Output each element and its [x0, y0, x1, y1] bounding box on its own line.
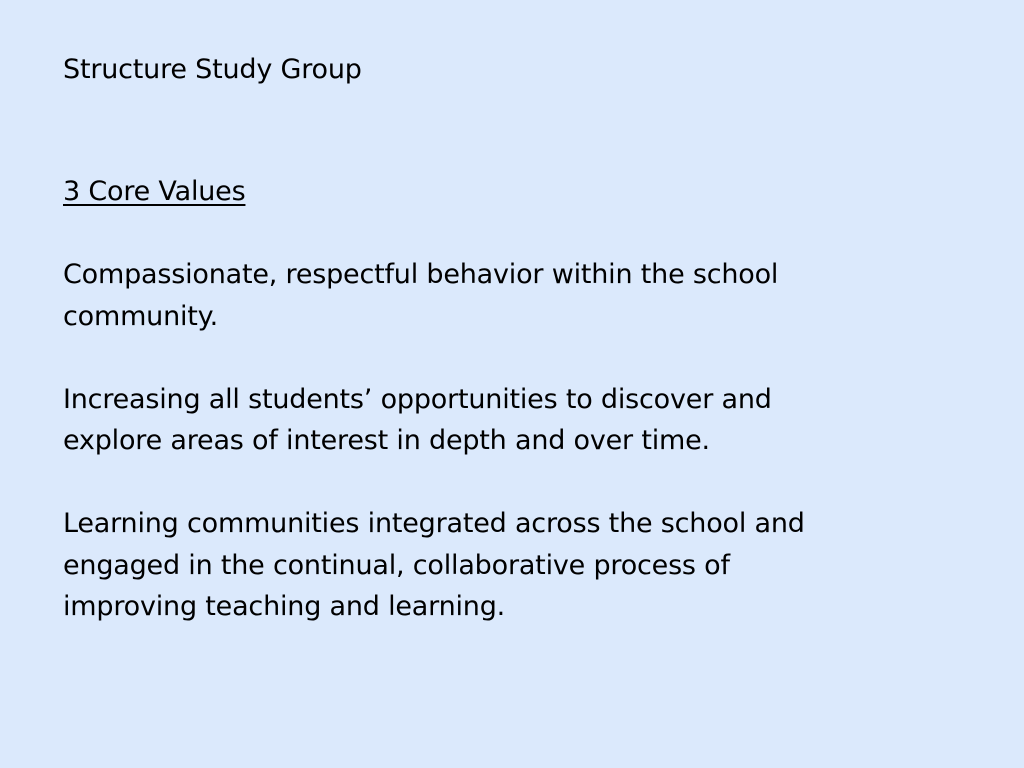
core-value-3-line-1: Learning communities integrated across the school and [63, 508, 805, 539]
core-value-3 [63, 503, 963, 628]
core-value-2-line-2: explore areas of interest in depth and over time. [63, 425, 710, 456]
core-value-1-line-2: community. [63, 300, 218, 332]
core-values-heading: 3 Core Values [63, 176, 246, 207]
core-value-2 [63, 379, 963, 462]
slide-content [63, 171, 963, 628]
core-value-1-line-1: Compassionate, respectful behavior within the school [63, 259, 779, 290]
core-value-3-line-3: improving teaching and learning. [63, 591, 506, 622]
core-value-1 [63, 254, 963, 337]
core-value-2-line-1: Increasing all students’ opportunities to discover and [63, 383, 772, 415]
core-value-3-line-2: engaged in the continual, collaborative process of [63, 549, 730, 581]
slide-title: Structure Study Group [63, 54, 362, 85]
